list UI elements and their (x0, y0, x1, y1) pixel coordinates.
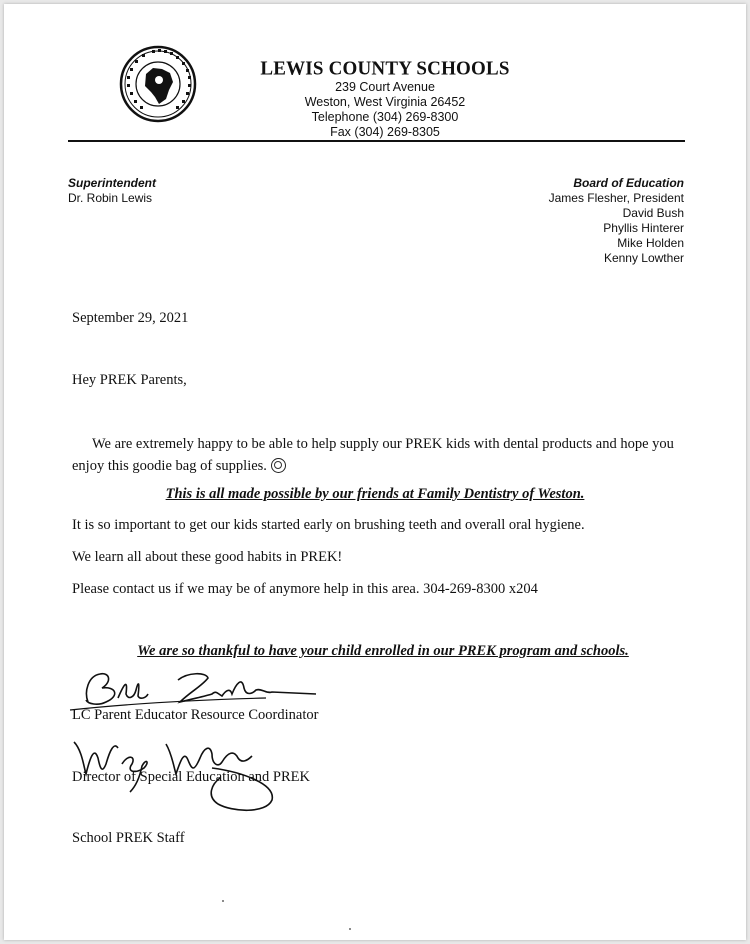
board-member: Phyllis Hinterer (603, 221, 684, 235)
street-address: 239 Court Avenue (335, 80, 435, 94)
fax: Fax (304) 269-8305 (330, 125, 440, 139)
closing-signoff: School PREK Staff (72, 830, 185, 846)
body-line-2: We learn all about these good habits in PREK! (72, 549, 343, 565)
greeting: Hey PREK Parents, (72, 372, 187, 388)
board-block (549, 176, 684, 266)
letter-date: September 29, 2021 (72, 310, 189, 326)
letterhead (240, 58, 530, 140)
scan-speck (222, 900, 224, 902)
signature-1-role: LC Parent Educator Resource Coordinator (72, 707, 319, 723)
board-member: Mike Holden (617, 236, 684, 250)
signature-2-role: Director of Special Education and PREK (72, 769, 310, 785)
city-state-zip: Weston, West Virginia 26452 (304, 95, 466, 109)
telephone: Telephone (304) 269-8300 (311, 110, 459, 124)
body-line-1: It is so important to get our kids started early on brushing teeth and overall oral hygiene. (72, 517, 585, 533)
contact-line: Please contact us if we may be of anymore help in this area. 304-269-8300 x204 (72, 581, 538, 597)
paragraph-1 (72, 433, 692, 477)
paragraph-1-text: We are extremely happy to be able to help supply our PREK kids with dental products and hope you enjoy this goodie bag of supplies. (72, 436, 674, 474)
county-seal-icon (118, 44, 198, 124)
superintendent-title: Superintendent (68, 176, 157, 190)
scan-speck (349, 928, 351, 930)
enrollment-thanks: We are so thankful to have your child enrolled in our PREK program and schools. (137, 643, 629, 659)
sponsor-thanks: This is all made possible by our friends at Family Dentistry of Weston. (165, 486, 585, 502)
school-name: LEWIS COUNTY SCHOOLS (260, 57, 510, 80)
board-title: Board of Education (573, 176, 684, 190)
board-member: David Bush (622, 206, 684, 220)
board-member: Kenny Lowther (603, 251, 684, 265)
board-member: James Flesher, President (548, 191, 684, 205)
smiley-icon (271, 458, 286, 473)
superintendent-block (68, 176, 156, 206)
header-divider (68, 140, 685, 142)
superintendent-name: Dr. Robin Lewis (68, 191, 153, 205)
